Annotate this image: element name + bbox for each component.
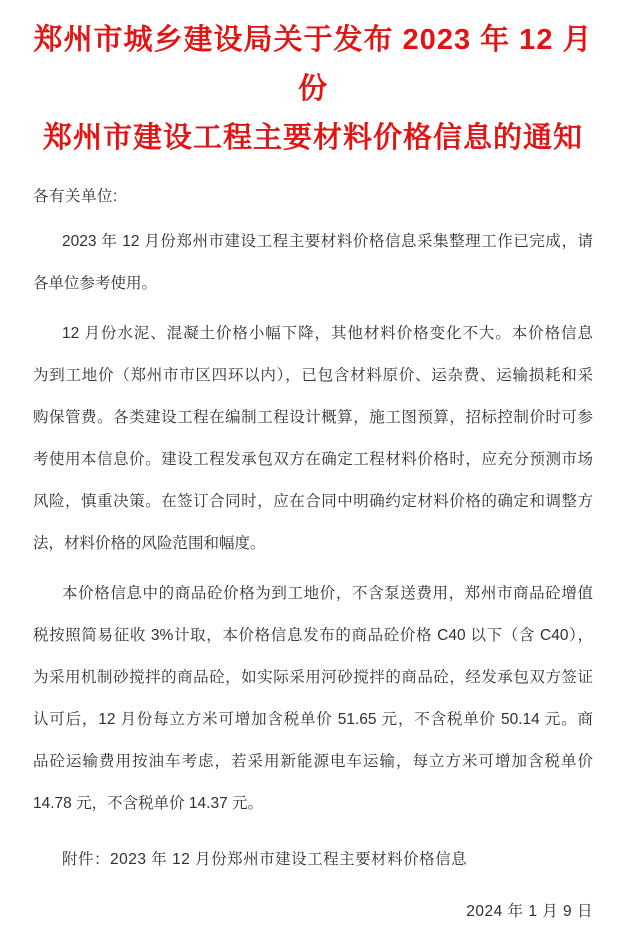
paragraph-line: 认可后，12 月份每立方米可增加含税单价 51.65 元，不含税单价 50.14 元。商 bbox=[33, 711, 593, 728]
paragraph-line: 为到工地价（郑州市市区四环以内），已包含材料原价、运杂费、运输损耗和采 bbox=[33, 367, 593, 384]
paragraph-line: 考使用本信息价。建设工程发承包双方在确定工程材料价格时，应充分预测市场 bbox=[33, 451, 593, 468]
paragraph-line: 各单位参考使用。 bbox=[33, 275, 158, 292]
salutation: 各有关单位: bbox=[33, 188, 118, 205]
document-date: 2024 年 1 月 9 日 bbox=[466, 903, 593, 920]
paragraph-line: 12 月份水泥、混凝土价格小幅下降，其他材料价格变化不大。本价格信息 bbox=[62, 325, 593, 342]
body-paragraph bbox=[33, 573, 593, 825]
paragraph-line: 风险，慎重决策。在签订合同时，应在合同中明确约定材料价格的确定和调整方 bbox=[33, 493, 593, 510]
paragraph-line: 法，材料价格的风险范围和幅度。 bbox=[33, 535, 266, 552]
body-paragraph bbox=[33, 313, 593, 565]
paragraph-line: 14.78 元，不含税单价 14.37 元。 bbox=[33, 795, 263, 812]
paragraph-line: 为采用机制砂搅拌的商品砼，如实际采用河砂搅拌的商品砼，经发承包双方签证 bbox=[33, 669, 593, 686]
document-body bbox=[33, 221, 593, 825]
body-paragraph bbox=[33, 221, 593, 305]
document-title bbox=[33, 12, 593, 163]
title-line-2: 郑州市建设工程主要材料价格信息的通知 bbox=[42, 122, 583, 154]
paragraph-line: 2023 年 12 月份郑州市建设工程主要材料价格信息采集整理工作已完成，请 bbox=[62, 233, 593, 250]
paragraph-line: 品砼运输费用按油车考虑，若采用新能源电车运输，每立方米可增加含税单价 bbox=[33, 753, 593, 770]
paragraph-line: 税按照简易征收 3%计取，本价格信息发布的商品砼价格 C40 以下（含 C40）， bbox=[33, 627, 593, 644]
paragraph-line: 购保管费。各类建设工程在编制工程设计概算，施工图预算，招标控制价时可参 bbox=[33, 409, 593, 426]
title-line-1: 郑州市城乡建设局关于发布 2023 年 12 月份 bbox=[33, 24, 593, 105]
attachment-line: 附件：2023 年 12 月份郑州市建设工程主要材料价格信息 bbox=[62, 851, 468, 868]
paragraph-line: 本价格信息中的商品砼价格为到工地价，不含泵送费用，郑州市商品砼增值 bbox=[62, 585, 593, 602]
